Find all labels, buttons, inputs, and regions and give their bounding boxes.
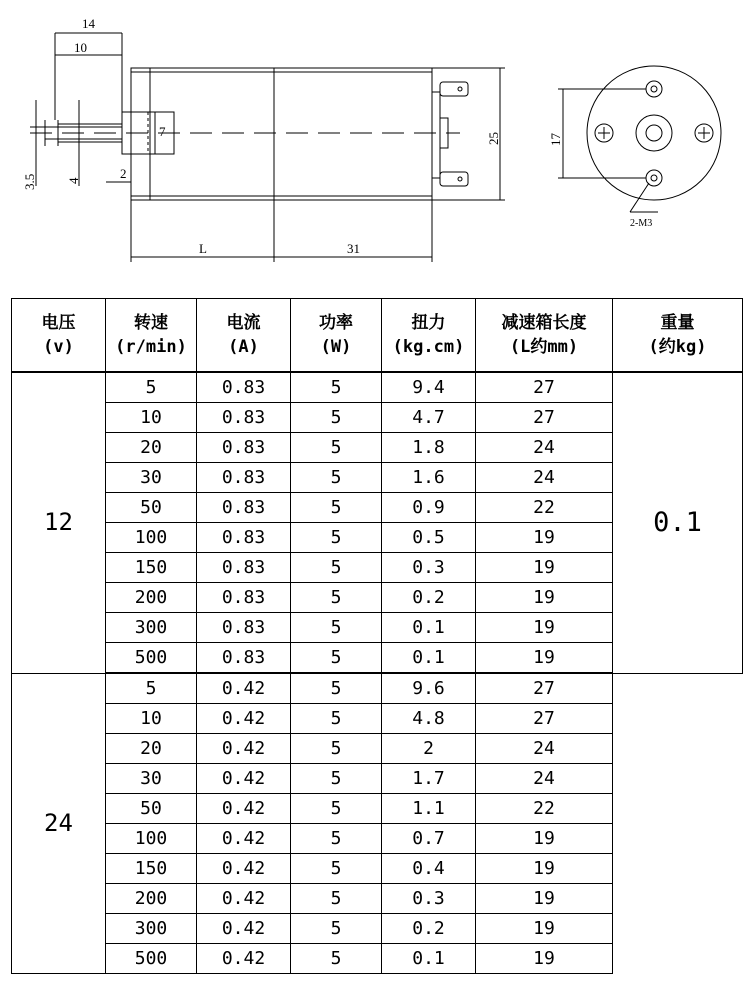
power-cell: 5	[291, 463, 382, 493]
power-cell: 5	[291, 403, 382, 433]
power-cell: 5	[291, 914, 382, 944]
torque-cell: 0.7	[382, 824, 476, 854]
length-cell: 24	[476, 764, 613, 794]
torque-cell: 4.8	[382, 704, 476, 734]
current-cell: 0.83	[197, 613, 291, 643]
weight-cell: 0.1	[613, 372, 743, 673]
table-row	[12, 372, 743, 403]
table-row	[12, 854, 743, 884]
current-cell: 0.42	[197, 884, 291, 914]
dim-L: L	[199, 241, 207, 256]
torque-cell: 0.2	[382, 583, 476, 613]
motor-end-view	[587, 66, 721, 200]
current-cell: 0.83	[197, 372, 291, 403]
header-torque: 扭力 (kg.cm)	[382, 299, 476, 373]
current-cell: 0.42	[197, 824, 291, 854]
torque-cell: 0.5	[382, 523, 476, 553]
current-cell: 0.42	[197, 914, 291, 944]
power-cell: 5	[291, 884, 382, 914]
table-header-row	[12, 299, 743, 373]
dim-25: 25	[486, 132, 501, 145]
torque-cell: 0.1	[382, 944, 476, 974]
power-cell: 5	[291, 944, 382, 974]
dim-2: 2	[120, 166, 127, 181]
speed-cell: 300	[106, 613, 197, 643]
speed-cell: 50	[106, 794, 197, 824]
power-cell: 5	[291, 734, 382, 764]
table-row	[12, 734, 743, 764]
current-cell: 0.83	[197, 643, 291, 674]
length-cell: 19	[476, 944, 613, 974]
power-cell: 5	[291, 613, 382, 643]
header-voltage: 电压 (v)	[12, 299, 106, 373]
speed-cell: 200	[106, 583, 197, 613]
torque-cell: 1.7	[382, 764, 476, 794]
speed-cell: 300	[106, 914, 197, 944]
dim-3-5: 3.5	[22, 173, 37, 190]
current-cell: 0.83	[197, 583, 291, 613]
terminal-bottom	[440, 172, 468, 186]
terminal-top	[440, 82, 468, 96]
table-row	[12, 884, 743, 914]
power-cell: 5	[291, 493, 382, 523]
dim-2-m3: 2-M3	[630, 218, 653, 229]
power-cell: 5	[291, 794, 382, 824]
length-cell: 19	[476, 523, 613, 553]
current-cell: 0.42	[197, 794, 291, 824]
speed-cell: 5	[106, 673, 197, 704]
length-cell: 24	[476, 463, 613, 493]
current-cell: 0.83	[197, 553, 291, 583]
current-cell: 0.42	[197, 734, 291, 764]
torque-cell: 9.6	[382, 673, 476, 704]
length-cell: 27	[476, 704, 613, 734]
speed-cell: 150	[106, 854, 197, 884]
table-row	[12, 824, 743, 854]
speed-cell: 500	[106, 643, 197, 674]
length-cell: 27	[476, 372, 613, 403]
torque-cell: 0.1	[382, 643, 476, 674]
torque-cell: 1.6	[382, 463, 476, 493]
length-cell: 27	[476, 673, 613, 704]
length-cell: 19	[476, 553, 613, 583]
gearbox	[131, 68, 274, 200]
power-cell: 5	[291, 583, 382, 613]
table-row	[12, 944, 743, 974]
length-cell: 19	[476, 583, 613, 613]
current-cell: 0.42	[197, 764, 291, 794]
table-row	[12, 764, 743, 794]
dim-14: 14	[82, 16, 95, 31]
speed-cell: 20	[106, 734, 197, 764]
torque-cell: 0.3	[382, 884, 476, 914]
speed-cell: 30	[106, 463, 197, 493]
torque-cell: 0.2	[382, 914, 476, 944]
voltage-cell: 24	[12, 673, 106, 974]
power-cell: 5	[291, 673, 382, 704]
length-cell: 24	[476, 433, 613, 463]
length-cell: 19	[476, 613, 613, 643]
speed-cell: 50	[106, 493, 197, 523]
speed-cell: 10	[106, 704, 197, 734]
speed-cell: 100	[106, 523, 197, 553]
length-cell: 24	[476, 734, 613, 764]
header-gearbox-length: 减速箱长度 (L约mm)	[476, 299, 613, 373]
current-cell: 0.42	[197, 944, 291, 974]
torque-cell: 0.4	[382, 854, 476, 884]
power-cell: 5	[291, 704, 382, 734]
torque-cell: 4.7	[382, 403, 476, 433]
table-row	[12, 704, 743, 734]
header-weight: 重量 (约kg)	[613, 299, 743, 373]
length-cell: 22	[476, 794, 613, 824]
length-cell: 27	[476, 403, 613, 433]
header-current: 电流 (A)	[197, 299, 291, 373]
torque-cell: 9.4	[382, 372, 476, 403]
length-cell: 19	[476, 824, 613, 854]
power-cell: 5	[291, 824, 382, 854]
torque-cell: 1.1	[382, 794, 476, 824]
table-row	[12, 673, 743, 704]
speed-cell: 30	[106, 764, 197, 794]
speed-cell: 150	[106, 553, 197, 583]
dim-7: 7	[159, 124, 166, 139]
dim-31: 31	[347, 241, 360, 256]
table-row	[12, 914, 743, 944]
spec-table	[11, 298, 743, 974]
length-cell: 19	[476, 884, 613, 914]
length-cell: 19	[476, 643, 613, 674]
current-cell: 0.83	[197, 403, 291, 433]
length-cell: 19	[476, 854, 613, 884]
header-power: 功率 (W)	[291, 299, 382, 373]
voltage-cell: 12	[12, 372, 106, 673]
speed-cell: 10	[106, 403, 197, 433]
table-row	[12, 794, 743, 824]
torque-cell: 2	[382, 734, 476, 764]
power-cell: 5	[291, 553, 382, 583]
torque-cell: 0.9	[382, 493, 476, 523]
motor-end-cap	[432, 92, 440, 178]
speed-cell: 500	[106, 944, 197, 974]
power-cell: 5	[291, 764, 382, 794]
current-cell: 0.83	[197, 523, 291, 553]
power-cell: 5	[291, 372, 382, 403]
torque-cell: 0.3	[382, 553, 476, 583]
speed-cell: 100	[106, 824, 197, 854]
dim-17: 17	[548, 133, 563, 146]
length-cell: 19	[476, 914, 613, 944]
torque-cell: 0.1	[382, 613, 476, 643]
dim-4: 4	[66, 177, 81, 184]
current-cell: 0.42	[197, 854, 291, 884]
current-cell: 0.83	[197, 493, 291, 523]
header-speed: 转速 (r/min)	[106, 299, 197, 373]
power-cell: 5	[291, 523, 382, 553]
speed-cell: 200	[106, 884, 197, 914]
length-cell: 22	[476, 493, 613, 523]
speed-cell: 20	[106, 433, 197, 463]
current-cell: 0.42	[197, 704, 291, 734]
current-cell: 0.42	[197, 673, 291, 704]
power-cell: 5	[291, 643, 382, 674]
dim-10: 10	[74, 40, 87, 55]
speed-cell: 5	[106, 372, 197, 403]
power-cell: 5	[291, 433, 382, 463]
torque-cell: 1.8	[382, 433, 476, 463]
current-cell: 0.83	[197, 463, 291, 493]
motor-body	[274, 68, 432, 200]
current-cell: 0.83	[197, 433, 291, 463]
power-cell: 5	[291, 854, 382, 884]
motor-dimension-drawing	[0, 0, 750, 285]
